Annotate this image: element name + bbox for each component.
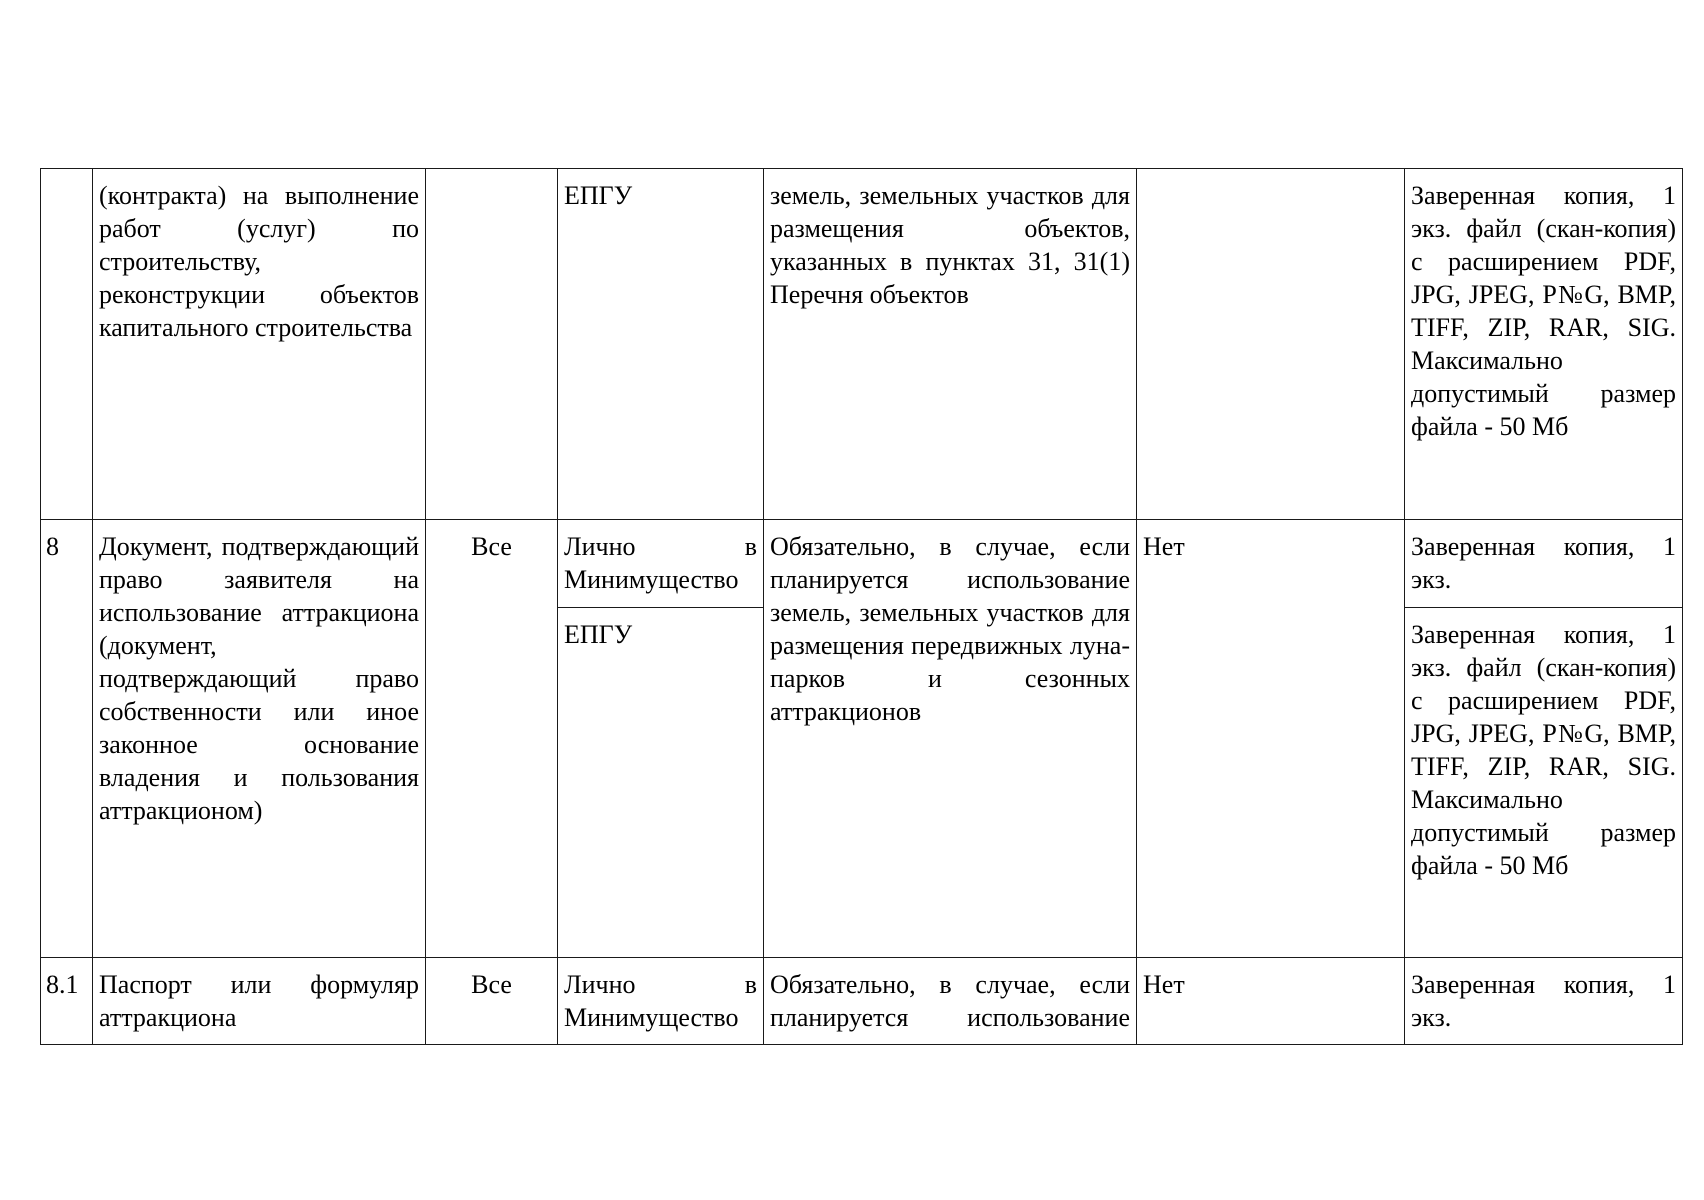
- document-name: (контракта) на выполнение работ (услуг) по строительству, реконструкции объектов капитального строительства: [93, 169, 426, 520]
- submission-method-epgu: ЕПГУ: [558, 608, 764, 958]
- documents-table: [40, 168, 1683, 1045]
- table-row: [41, 169, 1683, 520]
- applicant-category: Все: [426, 520, 558, 958]
- submission-method: ЕПГУ: [558, 169, 764, 520]
- document-form: Заверенная копия, 1 экз. файл (скан-копия) с расширением PDF, JPG, JPEG, P№G, BMP, TIFF, ZIP, RAR, SIG. Максимально допустимый размер файла - 50 Мб: [1405, 169, 1683, 520]
- row-number: 8.1: [41, 958, 93, 1045]
- document-form-epgu: Заверенная копия, 1 экз. файл (скан-копия) с расширением PDF, JPG, JPEG, P№G, BMP, TIFF, ZIP, RAR, SIG. Максимально допустимый размер файла - 50 Мб: [1405, 608, 1683, 958]
- provided-by-agency: Нет: [1137, 520, 1405, 958]
- document-name: Паспорт или формуляр аттракциона: [93, 958, 426, 1045]
- document-form-personal: Заверенная копия, 1 экз.: [1405, 520, 1683, 608]
- submission-condition: Обязательно, в случае, если планируется использование земель, земельных участков для размещения передвижных луна-парков и сезонных аттракционов: [764, 520, 1137, 958]
- table-row: [41, 958, 1683, 1045]
- applicant-category: [426, 169, 558, 520]
- row-number: 8: [41, 520, 93, 958]
- table-row: [41, 520, 1683, 608]
- submission-condition: земель, земельных участков для размещения объектов, указанных в пунктах 31, 31(1) Перечня объектов: [764, 169, 1137, 520]
- submission-method-personal: Лично в Минимущество: [558, 520, 764, 608]
- applicant-category: Все: [426, 958, 558, 1045]
- row-number: [41, 169, 93, 520]
- provided-by-agency: [1137, 169, 1405, 520]
- provided-by-agency: Нет: [1137, 958, 1405, 1045]
- document-form: Заверенная копия, 1 экз.: [1405, 958, 1683, 1045]
- document-name: Документ, подтверждающий право заявителя на использование аттракциона (документ, подтверждающий право собственности или иное законное основание владения и пользования аттракционом): [93, 520, 426, 958]
- submission-condition: Обязательно, в случае, если планируется использование: [764, 958, 1137, 1045]
- submission-method: Лично в Минимущество: [558, 958, 764, 1045]
